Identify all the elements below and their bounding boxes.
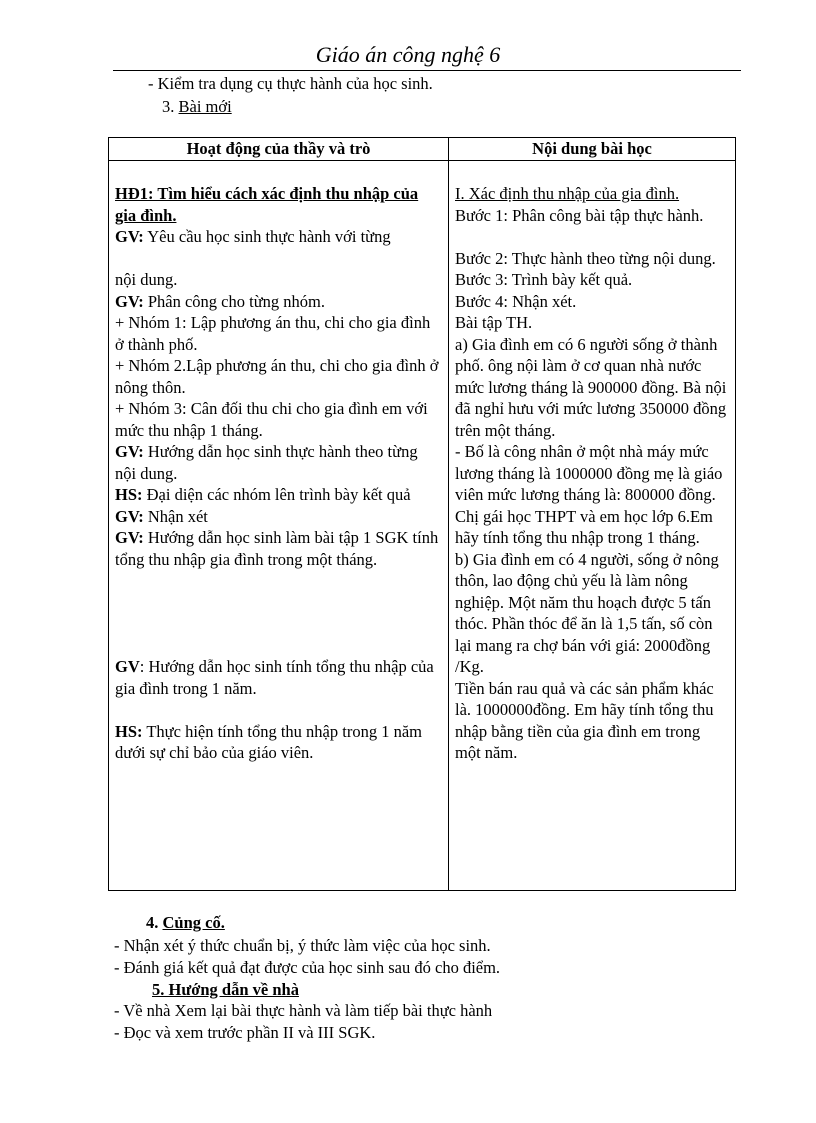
activities-cell bbox=[109, 161, 449, 891]
table-body-row bbox=[109, 161, 736, 891]
gv6-paragraph bbox=[115, 656, 442, 699]
section-5-heading: 5. Hướng dẫn về nhà bbox=[152, 980, 299, 999]
gv1-paragraph bbox=[115, 226, 442, 248]
gv6-text: : Hướng dẫn học sinh tính tổng thu nhập của gia đình trong 1 năm. bbox=[115, 657, 434, 698]
gv3-label: GV: bbox=[115, 442, 144, 461]
step-1: Bước 1: Phân công bài tập thực hành. bbox=[455, 205, 704, 225]
homework-item-2: - Đọc và xem trước phần II và III SGK. bbox=[114, 1023, 376, 1042]
hs1-text: Đại diện các nhóm lên trình bày kết quả bbox=[146, 485, 411, 504]
step-3: Bước 3: Trình bày kết quả. bbox=[455, 270, 633, 289]
gv2-label: GV: bbox=[115, 291, 144, 311]
section-4-heading bbox=[146, 913, 225, 933]
gv2-text: Phân công cho từng nhóm. bbox=[147, 291, 325, 311]
gv4-text: Nhận xét bbox=[147, 506, 208, 526]
header-divider bbox=[113, 70, 741, 71]
gv3-text: Hướng dẫn học sinh thực hành theo từng nội dung. bbox=[115, 442, 418, 483]
col-header-activities: Hoạt động của thầy và trò bbox=[109, 138, 449, 161]
gv1-text-b: nội dung. bbox=[115, 270, 178, 289]
gv1-label: GV: bbox=[115, 227, 144, 246]
exercise-title: Bài tập TH. bbox=[455, 313, 533, 332]
homework-item-1: - Về nhà Xem lại bài thực hành và làm tiếp bài thực hành bbox=[114, 1001, 493, 1020]
hs1-paragraph bbox=[115, 484, 442, 506]
content-cell bbox=[449, 161, 736, 891]
gv5-label: GV: bbox=[115, 528, 144, 547]
hd1-title: HĐ1: Tìm hiểu cách xác định thu nhập của gia đình. bbox=[115, 184, 419, 225]
exercise-b-continued: Tiền bán rau quả và các sản phẩm khác là. 1000000đồng. Em hãy tính tổng thu nhập bằng tiền của gia đình em trong một năm. bbox=[455, 678, 714, 762]
hs1-label: HS: bbox=[115, 485, 143, 504]
gv4-paragraph bbox=[115, 506, 442, 528]
col-header-content: Nội dung bài học bbox=[449, 138, 736, 161]
hs2-text: Thực hiện tính tổng thu nhập trong 1 năm dưới sự chỉ bảo của giáo viên. bbox=[115, 721, 422, 762]
gv5-paragraph bbox=[115, 527, 442, 570]
consolidation-item-2: - Đánh giá kết quả đạt được của học sinh sau đó cho điểm. bbox=[114, 958, 501, 977]
gv4-label: GV: bbox=[115, 506, 144, 526]
intro-check-line: - Kiểm tra dụng cụ thực hành của học sinh. bbox=[148, 74, 433, 93]
section-4-title: Củng cố. bbox=[162, 913, 225, 932]
exercise-a: a) Gia đình em có 6 người sống ở thành phố. ông nội làm ở cơ quan nhà nước mức lương tháng là 900000 đồng. Bà nội đã nghỉ hưu với mức lương 350000 đồng trên một tháng. bbox=[455, 334, 727, 440]
gv6-label: GV bbox=[115, 657, 140, 676]
gv1-text-a: Yêu cầu học sinh thực hành với từng bbox=[147, 227, 391, 246]
exercise-b: b) Gia đình em có 4 người, sống ở nông thôn, lao động chủ yếu là làm nông nghiệp. Một năm thu hoạch được 5 tấn thóc. Phần thóc để ăn là 1,5 tấn, số còn lại mang ra chợ bán với giá: 2000đồng /Kg. bbox=[455, 549, 719, 676]
table-header-row bbox=[109, 138, 736, 161]
page-header-title: Giáo án công nghệ 6 bbox=[315, 42, 501, 67]
section-3-title: Bài mới bbox=[178, 97, 232, 116]
group1-item: + Nhóm 1: Lập phương án thu, chi cho gia đình ở thành phố. bbox=[115, 313, 431, 354]
section-3-number: 3. bbox=[162, 97, 175, 116]
step-2: Bước 2: Thực hành theo từng nội dung. bbox=[455, 248, 716, 268]
lesson-table bbox=[108, 137, 736, 891]
step-4: Bước 4: Nhận xét. bbox=[455, 291, 577, 311]
exercise-a-continued: - Bố là công nhân ở một nhà máy mức lương tháng là 1000000 đồng mẹ là giáo viên mức lương tháng là: 800000 đồng. Chị gái học THPT và em học lớp 6.Em hãy tính tổng thu nhập trong 1 tháng. bbox=[455, 442, 723, 547]
gv3-paragraph bbox=[115, 441, 442, 484]
group3-item: + Nhóm 3: Cân đối thu chi cho gia đình em với mức thu nhập 1 tháng. bbox=[115, 399, 428, 440]
section-4-number: 4. bbox=[146, 913, 159, 932]
group2-item: + Nhóm 2.Lập phương án thu, chi cho gia đình ở nông thôn. bbox=[115, 356, 439, 397]
hs2-paragraph bbox=[115, 721, 442, 764]
consolidation-item-1: - Nhận xét ý thức chuẩn bị, ý thức làm việc của học sinh. bbox=[114, 936, 491, 955]
section-3-heading bbox=[162, 97, 232, 117]
gv5-text: Hướng dẫn học sinh làm bài tập 1 SGK tính tổng thu nhập gia đình trong một tháng. bbox=[115, 528, 439, 569]
hs2-label: HS: bbox=[115, 721, 143, 741]
content-section-title: I. Xác định thu nhập của gia đình. bbox=[455, 184, 680, 203]
gv2-paragraph bbox=[115, 291, 442, 313]
